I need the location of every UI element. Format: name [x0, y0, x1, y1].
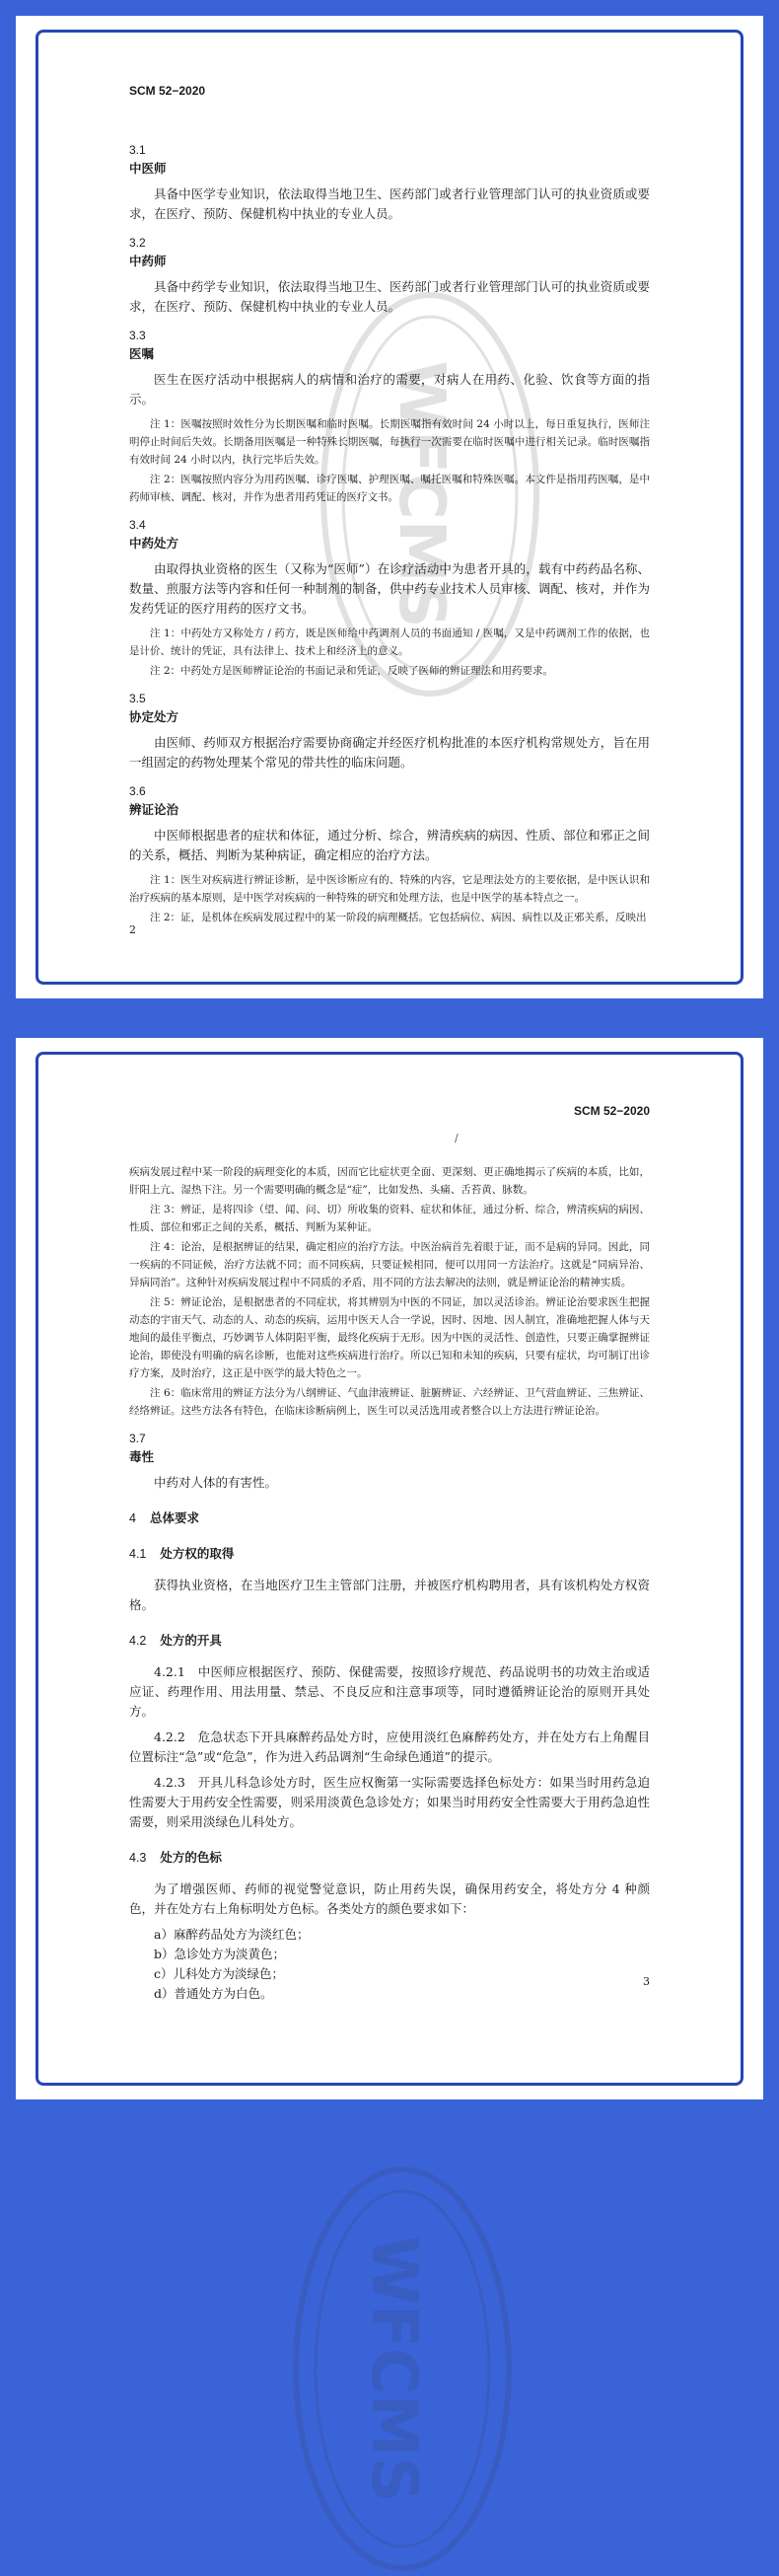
term-note: 注 2：医嘱按照内容分为用药医嘱、诊疗医嘱、护理医嘱、嘱托医嘱和特殊医嘱。本文件是指用药医嘱，是中药师审核、调配、核对，并作为患者用药凭证的医疗文书。 — [129, 474, 650, 503]
clause-text: 4.2.3 开具儿科急诊处方时，医生应权衡第一实际需要选择色标处方：如果当时用药急迫性需要大于用药安全性需要，则采用淡黄色急诊处方；如果当时用药安全性需要大于用药急迫性需要，则采用淡绿色儿科处方。 — [129, 1775, 650, 1829]
term-definition: 中药对人体的有害性。 — [154, 1475, 278, 1490]
term-title: 医嘱 — [129, 346, 155, 361]
section-number: 4.3 — [129, 1851, 147, 1865]
stray-mark: / — [455, 1132, 459, 1144]
term-note: 注 1：医嘱按照时效性分为长期医嘱和临时医嘱。长期医嘱指有效时间 24 小时以上，每日重复执行，医师注明停止时间后失效。长期备用医嘱是一种特殊长期医嘱，每执行一次需要在临时医嘱中进行相关记录。临时医嘱指有效时间 24 小时以内，执行完毕后失效。 — [129, 418, 650, 466]
term-definition: 由取得执业资格的医生（又称为“医师”）在诊疗活动中为患者开具的，载有中药药品名称、数量、煎服方法等内容和任何一种制剂的制备，供中药专业技术人员审核、调配、核对，并作为发药凭证的医疗用药的医疗文书。 — [129, 561, 650, 616]
term-definition: 具备中药学专业知识，依法取得当地卫生、医药部门或者行业管理部门认可的执业资质或要求，在医疗、预防、保健机构中执业的专业人员。 — [129, 279, 650, 314]
term-title: 中药处方 — [129, 536, 179, 551]
section-title: 处方的开具 — [160, 1634, 222, 1648]
section-number: 4 — [129, 1511, 136, 1525]
term-note: 注 6：临床常用的辨证方法分为八纲辨证、气血津液辨证、脏腑辨证、六经辨证、卫气营血辨证、三焦辨证、经络辨证。这些方法各有特色，在临床诊断病例上，医生可以灵活选用或者整合以上方法进行辨证论治。 — [129, 1387, 650, 1417]
clause-text: 4.2.1 中医师应根据医疗、预防、保健需要，按照诊疗规范、药品说明书的功效主治或适应证、药理作用、用法用量、禁忌、不良反应和注意事项等，同时遵循辨证论治的原则开具处方。 — [129, 1664, 650, 1719]
term-note: 注 2：中药处方是医师辨证论治的书面记录和凭证，反映了医师的辨证理法和用药要求。 — [150, 665, 554, 677]
page-1-body — [129, 131, 650, 928]
term-definition: 由医师、药师双方根据治疗需要协商确定并经医疗机构批准的本医疗机构常规处方，旨在用一组固定的药物处理某个常见的带共性的临床问题。 — [129, 735, 650, 770]
term-note: 注 5：辨证论治，是根据患者的不同症状，将其辨别为中医的不同证，加以灵活诊治。辨证论治要求医生把握动态的宇宙天气、动态的人、动态的疾病，运用中医天人合一学说，因时、因地、因人制宜，准确地把握人体与天地间的最佳平衡点，巧妙调节人体阴阳平衡，最终化疾病于无形。因为中医的灵活性、创造性，只要正确掌握辨证论治，即使没有明确的病名诊断，也能对这些疾病进行治疗。所以已知和未知的疾病，只要有症状，均可制订出诊疗方案，及时治疗，这正是中医学的最大特色之一。 — [129, 1296, 650, 1379]
section-title: 处方权的取得 — [160, 1547, 235, 1561]
term-title: 毒性 — [129, 1449, 155, 1464]
subsection-heading — [129, 1544, 650, 1564]
term-title: 辨证论治 — [129, 802, 179, 817]
color-list-item: c）儿科处方为淡绿色； — [154, 1966, 285, 1981]
document-page-1 — [16, 16, 763, 998]
document-page-2 — [16, 1038, 763, 2503]
term-definition: 医生在医疗活动中根据病人的病情和治疗的需要，对病人在用药、化验、饮食等方面的指示。 — [129, 372, 650, 406]
clause-number: 3.4 — [129, 518, 146, 532]
page-number: 3 — [643, 1975, 650, 1988]
section-text: 为了增强医师、药师的视觉警觉意识，防止用药失误，确保用药安全，将处方分 4 种颜色，并在处方右上角标明处方色标。各类处方的颜色要求如下： — [129, 1881, 650, 1916]
term-note: 注 3：辨证，是将四诊（望、闻、问、切）所收集的资料、症状和体征，通过分析、综合，辨清疾病的病因、性质、部位和邪正之间的关系，概括、判断为某种证。 — [129, 1204, 650, 1233]
color-list-item: b）急诊处方为淡黄色； — [154, 1947, 286, 1961]
section-heading — [129, 1509, 650, 1528]
section-title: 处方的色标 — [160, 1851, 222, 1865]
page-2-body — [129, 1163, 650, 2004]
page-frame — [35, 30, 744, 985]
svg-text:WFCMS: WFCMS — [385, 360, 458, 628]
document-code-header: SCM 52−2020 — [573, 1104, 650, 1118]
clause-number: 3.3 — [129, 329, 146, 342]
section-title: 总体要求 — [149, 1511, 199, 1525]
svg-text:WFCMS: WFCMS — [357, 2235, 430, 2503]
term-definition: 具备中医学专业知识，依法取得当地卫生、医药部门或者行业管理部门认可的执业资质或要求，在医疗、预防、保健机构中执业的专业人员。 — [129, 186, 650, 221]
color-list-item: d）普通处方为白色。 — [154, 1986, 273, 2001]
term-note: 注 1：中药处方又称处方 / 药方，既是医师给中药调剂人员的书面通知 / 医嘱，又是中药调剂工作的依据，也是计价、统计的凭证，具有法律上、技术上和经济上的意义。 — [129, 627, 650, 657]
subsection-heading — [129, 1848, 650, 1868]
clause-number: 3.2 — [129, 236, 146, 250]
term-title: 中医师 — [129, 161, 167, 176]
subsection-heading — [129, 1631, 650, 1651]
term-note: 注 4：论治，是根据辨证的结果，确定相应的治疗方法。中医治病首先着眼于证，而不是病的异同。因此，同一疾病的不同证候，治疗方法就不同；而不同疾病，只要证候相同，便可以用同一方法治疗。这就是“同病异治、异病同治”。这种针对疾病发展过程中不同质的矛盾，用不同的方法去解决的法则，就是辨证论治的精神实质。 — [129, 1241, 650, 1288]
note-continuation: 疾病发展过程中某一阶段的病理变化的本质，因而它比症状更全面、更深刻、更正确地揭示了疾病的本质，比如，肝阳上亢、湿热下注。另一个需要明确的概念是“症”，比如发热、头痛、舌苔黄、脉数。 — [129, 1166, 650, 1196]
clause-number: 3.7 — [129, 1432, 146, 1445]
term-title: 协定处方 — [129, 709, 179, 724]
clause-text: 4.2.2 危急状态下开具麻醉药品处方时，应使用淡红色麻醉药处方，并在处方右上角醒目位置标注“急”或“危急”，作为进入药品调剂“生命绿色通道”的提示。 — [129, 1730, 650, 1764]
color-list-item: a）麻醉药品处方为淡红色； — [154, 1927, 310, 1942]
clause-number: 3.1 — [129, 143, 146, 157]
clause-number: 3.5 — [129, 692, 146, 705]
section-number: 4.1 — [129, 1547, 147, 1561]
term-note: 注 1：医生对疾病进行辨证诊断，是中医诊断应有的、特殊的内容，它是理法处方的主要依据，是中医认识和治疗疾病的基本原则，是中医学对疾病的一种特殊的研究和处理方法，也是中医学的基本特点之一。 — [129, 874, 650, 904]
page-frame — [35, 1052, 744, 2503]
wfcms-watermark-seal — [289, 2162, 516, 2576]
clause-number: 3.6 — [129, 784, 146, 798]
section-text: 获得执业资格，在当地医疗卫生主管部门注册，并被医疗机构聘用者，具有该机构处方权资格。 — [129, 1578, 650, 1612]
term-definition: 中医师根据患者的症状和体征，通过分析、综合，辨清疾病的病因、性质、部位和邪正之间的关系，概括、判断为某种病证，确定相应的治疗方法。 — [129, 828, 650, 862]
section-number: 4.2 — [129, 1634, 147, 1648]
page-number: 2 — [129, 923, 136, 936]
term-note: 注 2：证，是机体在疾病发展过程中的某一阶段的病理概括。它包括病位、病因、病性以及正邪关系，反映出 — [150, 912, 647, 923]
document-code-header: SCM 52−2020 — [129, 84, 206, 98]
term-title: 中药师 — [129, 254, 167, 268]
